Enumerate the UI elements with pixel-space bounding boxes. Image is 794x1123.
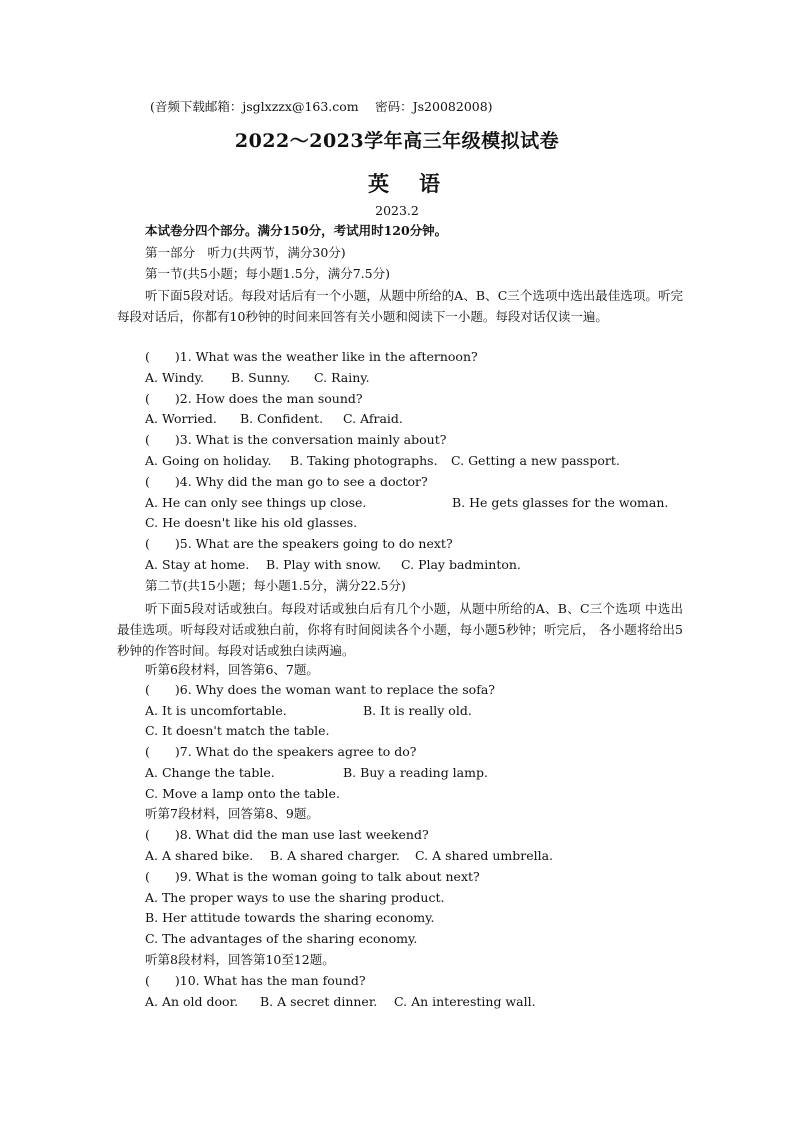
q9-option-c: C. The advantages of the sharing economy. — [145, 931, 418, 946]
q3-option-a: A. Going on holiday. — [145, 453, 272, 468]
q5-option-a: A. Stay at home. — [145, 557, 250, 572]
q2-option-b: B. Confident. — [240, 411, 324, 426]
question-10: ( )10. What has the man found? — [145, 973, 366, 988]
q10-option-b: B. A secret dinner. — [260, 994, 378, 1009]
q1-option-b: B. Sunny. — [231, 370, 291, 385]
q1-option-a: A. Windy. — [145, 370, 205, 385]
q6-option-a: A. It is uncomfortable. — [145, 703, 287, 718]
section1-instructions: 听下面5段对话。每段对话后有一个小题，从题中所给的A、B、C三个选项中选出最佳选项。听完每段对话后，你都有10秒钟的时间来回答有关小题和阅读下一小题。每段对话仅读一遍。 — [117, 288, 683, 324]
q10-option-a: A. An old door. — [145, 994, 239, 1009]
q6-option-b: B. It is really old. — [363, 703, 472, 718]
question-5: ( )5. What are the speakers going to do next? — [145, 536, 453, 551]
q3-option-c: C. Getting a new passport. — [451, 453, 620, 468]
question-1: ( )1. What was the weather like in the afternoon? — [145, 349, 478, 364]
q2-option-c: C. Afraid. — [343, 411, 403, 426]
part1-heading: 第一部分 听力(共两节，满分30分) — [145, 245, 346, 260]
subject-title: 英语 — [368, 171, 470, 196]
material-6-heading: 听第6段材料，回答第6、7题。 — [145, 662, 319, 677]
q2-option-a: A. Worried. — [145, 411, 217, 426]
section2-instructions: 听下面5段对话或独白。每段对话或独白后有几个小题，从题中所给的A、B、C三个选项 中选出最佳选项。听每段对话或独白前，你将有时间阅读各个小题，每小题5秒钟；听完后， 各小题将给出5秒钟的作答时间。每段对话或独白读两遍。 — [117, 601, 683, 658]
header-note: (音频下载邮箱：jsglxzzx@163.com 密码：Js20082008) — [150, 99, 493, 114]
q9-option-a: A. The proper ways to use the sharing product. — [145, 890, 445, 905]
q6-option-c: C. It doesn't match the table. — [145, 723, 330, 738]
q3-option-b: B. Taking photographs. — [290, 453, 438, 468]
question-4: ( )4. Why did the man go to see a doctor? — [145, 474, 428, 489]
exam-intro: 本试卷分四个部分。满分150分，考试用时120分钟。 — [145, 223, 448, 238]
q9-option-b: B. Her attitude towards the sharing economy. — [145, 910, 435, 925]
q5-option-b: B. Play with snow. — [266, 557, 381, 572]
q8-option-b: B. A shared charger. — [270, 848, 400, 863]
q4-option-c: C. He doesn't like his old glasses. — [145, 515, 358, 530]
question-6: ( )6. Why does the woman want to replace the sofa? — [145, 682, 495, 697]
q4-option-b: B. He gets glasses for the woman. — [452, 495, 669, 510]
question-3: ( )3. What is the conversation mainly about? — [145, 432, 447, 447]
q4-option-a: A. He can only see things up close. — [145, 495, 367, 510]
q10-option-c: C. An interesting wall. — [394, 994, 536, 1009]
section2-heading: 第二节(共15小题；每小题1.5分，满分22.5分) — [145, 578, 406, 593]
q7-option-b: B. Buy a reading lamp. — [343, 765, 488, 780]
question-2: ( )2. How does the man sound? — [145, 391, 363, 406]
q8-option-c: C. A shared umbrella. — [415, 848, 554, 863]
q7-option-a: A. Change the table. — [145, 765, 275, 780]
material-8-heading: 听第8段材料，回答第10至12题。 — [145, 952, 335, 967]
exam-title: 2022～2023学年高三年级模拟试卷 — [234, 130, 560, 152]
question-9: ( )9. What is the woman going to talk about next? — [145, 869, 480, 884]
material-7-heading: 听第7段材料，回答第8、9题。 — [145, 806, 319, 821]
question-7: ( )7. What do the speakers agree to do? — [145, 744, 417, 759]
q1-option-c: C. Rainy. — [314, 370, 370, 385]
q7-option-c: C. Move a lamp onto the table. — [145, 786, 340, 801]
section1-heading: 第一节(共5小题；每小题1.5分，满分7.5分) — [145, 266, 390, 281]
question-8: ( )8. What did the man use last weekend? — [145, 827, 429, 842]
exam-date: 2023.2 — [375, 203, 419, 218]
q8-option-a: A. A shared bike. — [145, 848, 254, 863]
q5-option-c: C. Play badminton. — [401, 557, 521, 572]
